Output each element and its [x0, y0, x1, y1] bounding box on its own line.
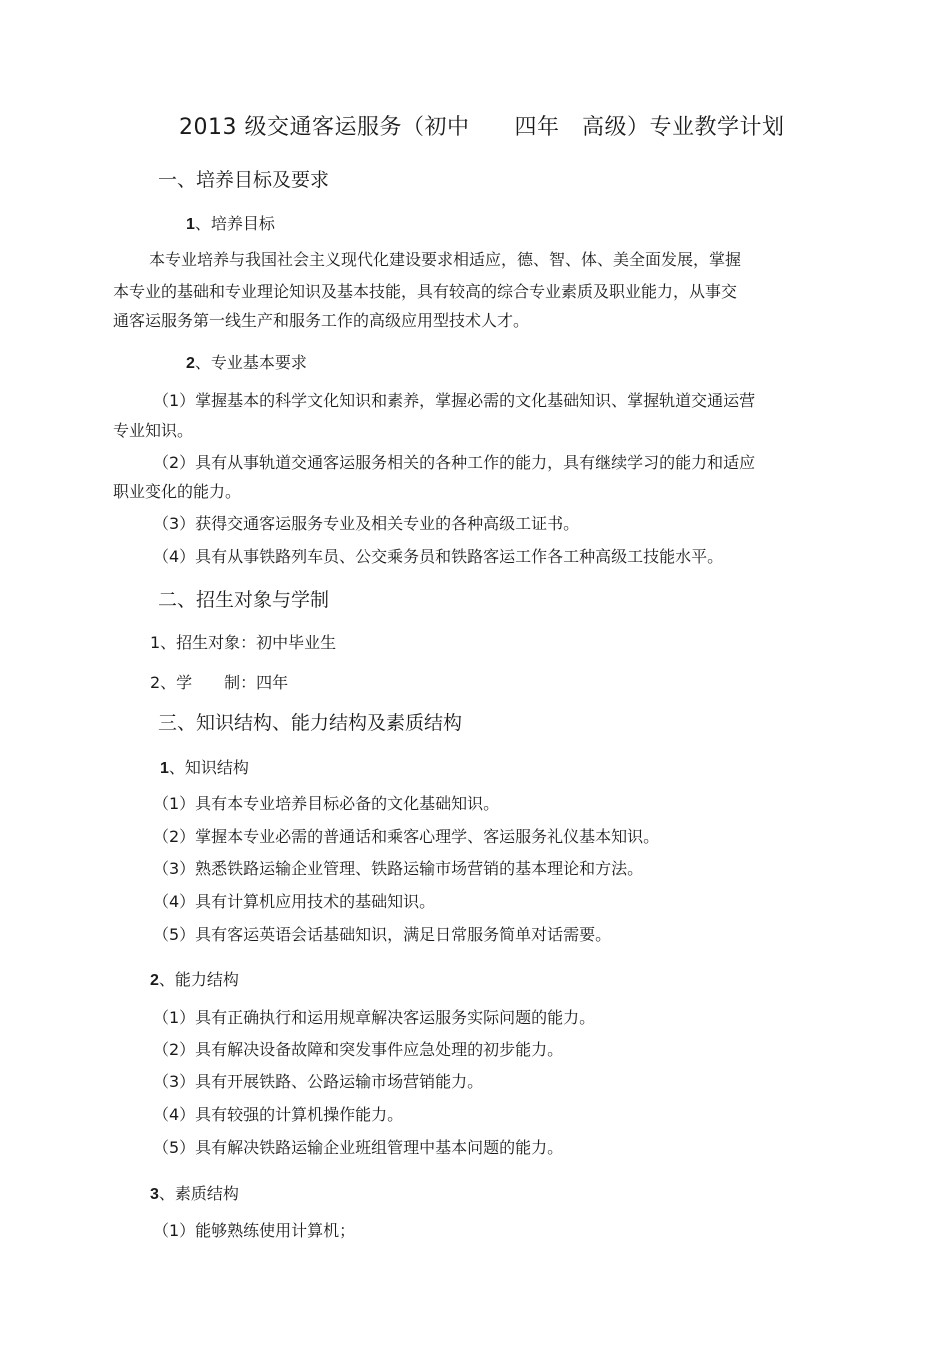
- list-item: （3）获得交通客运服务专业及相关专业的各种高级工证书。: [153, 514, 580, 533]
- subsection-heading: 2、专业基本要求: [186, 353, 307, 372]
- list-item: （4）具有计算机应用技术的基础知识。: [153, 892, 436, 911]
- section-heading-3: 三、知识结构、能力结构及素质结构: [158, 712, 463, 734]
- list-item: （3）熟悉铁路运输企业管理、铁路运输市场营销的基本理论和方法。: [153, 859, 644, 878]
- list-item: （5）具有客运英语会话基础知识，满足日常服务简单对话需要。: [153, 925, 612, 944]
- list-item: （5）具有解决铁路运输企业班组管理中基本问题的能力。: [153, 1138, 564, 1157]
- study-duration: 2、学 制：四年: [150, 673, 289, 692]
- list-item: （1）具有本专业培养目标必备的文化基础知识。: [153, 794, 500, 813]
- list-item: （2）具有从事轨道交通客运服务相关的各种工作的能力，具有继续学习的能力和适应: [153, 453, 756, 472]
- list-item: （1）掌握基本的科学文化知识和素养，掌握必需的文化基础知识、掌握轨道交通运营: [153, 391, 756, 410]
- list-item: （2）具有解决设备故障和突发事件应急处理的初步能力。: [153, 1040, 564, 1059]
- list-item-continuation: 专业知识。: [113, 421, 194, 440]
- list-item: （4）具有从事铁路列车员、公交乘务员和铁路客运工作各工种高级工技能水平。: [153, 547, 724, 566]
- enrollment-target: 1、招生对象：初中毕业生: [150, 633, 337, 652]
- list-item: （1）能够熟练使用计算机；: [153, 1221, 356, 1240]
- list-item: （2）掌握本专业必需的普通话和乘客心理学、客运服务礼仪基本知识。: [153, 827, 660, 846]
- subsection-heading: 1、知识结构: [160, 758, 249, 777]
- paragraph-line: 本专业的基础和专业理论知识及基本技能，具有较高的综合专业素质及职业能力，从事交: [113, 282, 738, 301]
- paragraph-line: 本专业培养与我国社会主义现代化建设要求相适应，德、智、体、美全面发展，掌握: [149, 250, 742, 269]
- subsection-heading: 1、培养目标: [186, 214, 275, 233]
- section-heading-2: 二、招生对象与学制: [158, 589, 330, 611]
- subsection-heading: 3、素质结构: [150, 1184, 239, 1203]
- paragraph-line: 通客运服务第一线生产和服务工作的高级应用型技术人才。: [113, 311, 530, 330]
- list-item: （1）具有正确执行和运用规章解决客运服务实际问题的能力。: [153, 1008, 596, 1027]
- subsection-heading: 2、能力结构: [150, 970, 239, 989]
- section-heading-1: 一、培养目标及要求: [158, 169, 330, 191]
- page-title: 2013 级交通客运服务（初中 四年 高级）专业教学计划: [179, 115, 785, 140]
- list-item-continuation: 职业变化的能力。: [113, 482, 242, 501]
- list-item: （4）具有较强的计算机操作能力。: [153, 1105, 404, 1124]
- list-item: （3）具有开展铁路、公路运输市场营销能力。: [153, 1072, 484, 1091]
